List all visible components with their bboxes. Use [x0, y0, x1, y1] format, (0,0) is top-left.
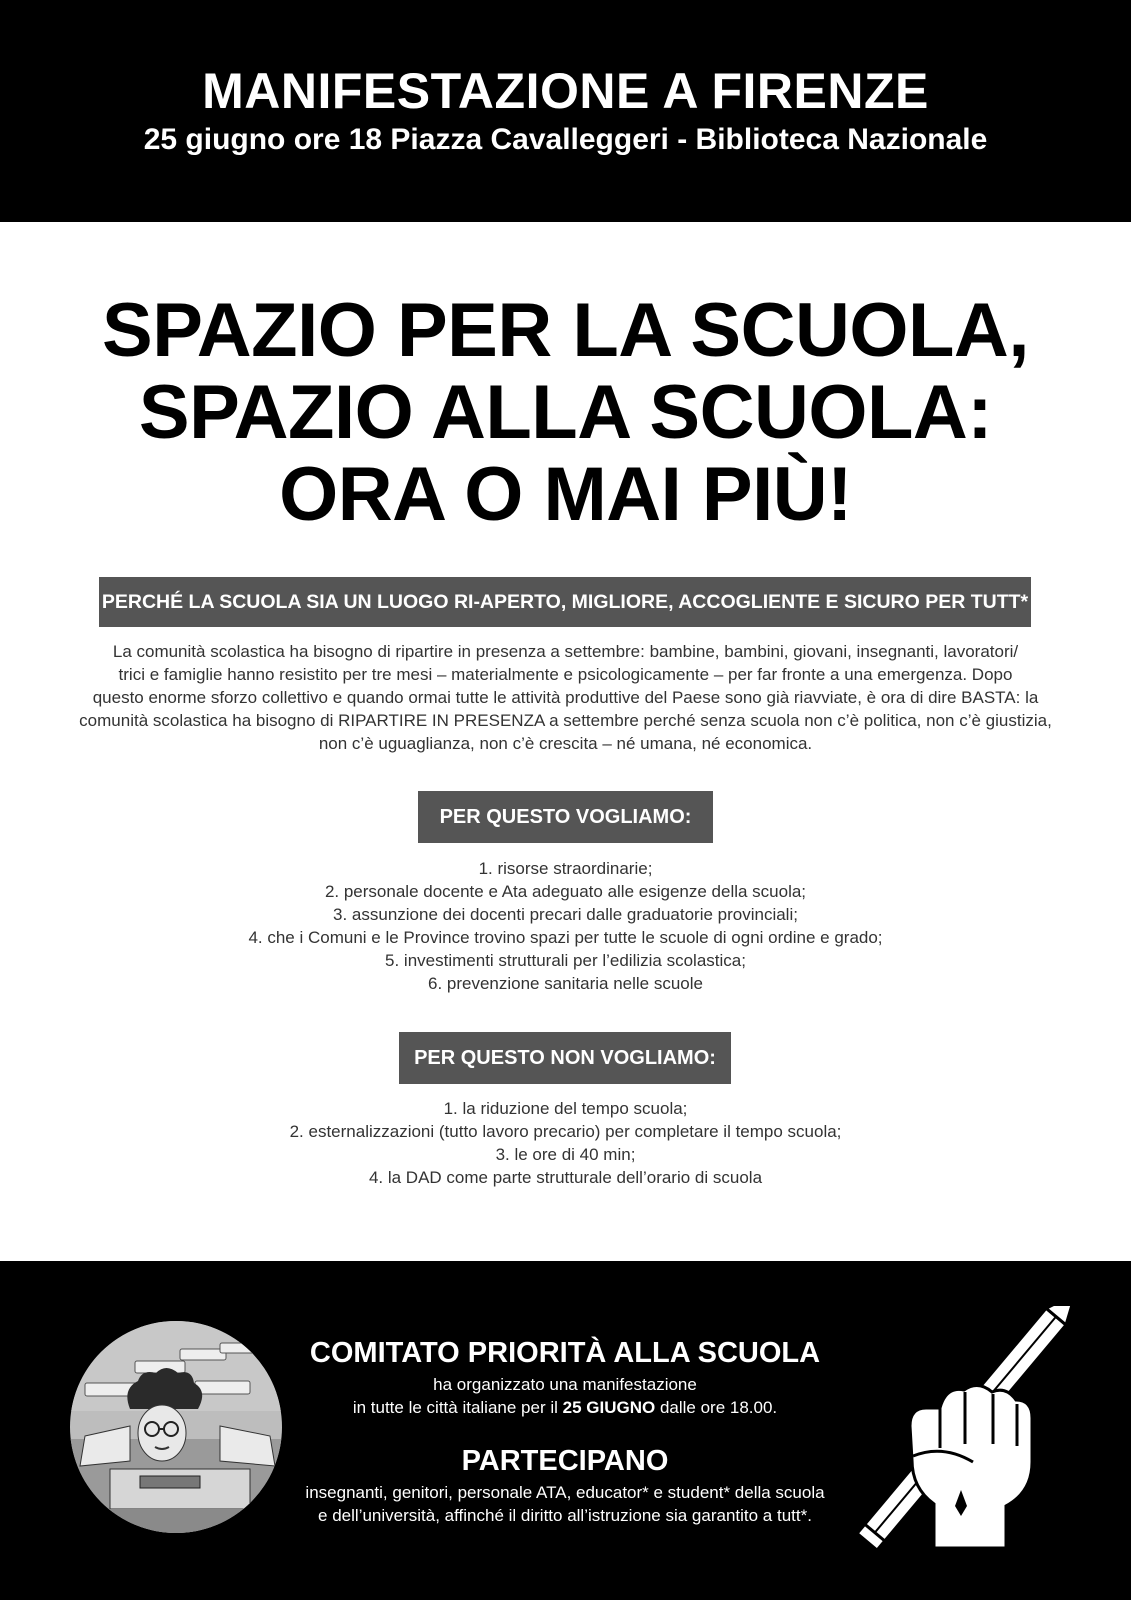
- list-item: 1. la riduzione del tempo scuola;: [443, 1099, 688, 1118]
- intro-line: questo enorme sforzo collettivo e quando ormai tutte le attività produttive del Paese sono già riavviate, è ora di dire BASTA: la: [92, 688, 1039, 707]
- bottom-banner: [0, 1261, 1131, 1600]
- intro-line: trici e famiglie hanno resistito per tre mesi – materialmente e psicologicamente – per far fronte a una emergenza. Dopo: [118, 665, 1013, 684]
- participants-line-1: insegnanti, genitori, personale ATA, educator* e student* della scuola: [305, 1483, 825, 1502]
- headline-line-3: ORA O MAI PIÙ!: [279, 452, 852, 537]
- event-details: 25 giugno ore 18 Piazza Cavalleggeri - Biblioteca Nazionale: [143, 123, 988, 156]
- want-heading: PER QUESTO VOGLIAMO:: [418, 791, 713, 843]
- list-item: 4. la DAD come parte strutturale dell’orario di scuola: [368, 1168, 763, 1187]
- participants-title: PARTECIPANO: [461, 1445, 669, 1477]
- list-item: 3. assunzione dei docenti precari dalle graduatorie provinciali;: [333, 905, 798, 924]
- want-list: [0, 857, 1131, 995]
- event-title: MANIFESTAZIONE A FIRENZE: [202, 63, 929, 119]
- participants-line-2: e dell’università, affinché il diritto all’istruzione sia garantito a tutt*.: [318, 1506, 812, 1525]
- footer-line-2-post: dalle ore 18.00.: [659, 1398, 778, 1417]
- list-item: 6. prevenzione sanitaria nelle scuole: [427, 974, 703, 993]
- headline-line-2: SPAZIO ALLA SCUOLA:: [138, 370, 993, 455]
- intro-banner: PERCHÉ LA SCUOLA SIA UN LUOGO RI-APERTO, MIGLIORE, ACCOGLIENTE E SICURO PER TUTT*: [99, 577, 1031, 627]
- footer-line-2: [270, 1396, 860, 1419]
- footer-line-2-pre: in tutte le città italiane per il: [352, 1398, 558, 1417]
- list-item: 5. investimenti strutturali per l’edilizia scolastica;: [385, 951, 746, 970]
- committee-title: COMITATO PRIORITÀ ALLA SCUOLA: [309, 1337, 821, 1369]
- intro-paragraph: [60, 640, 1071, 755]
- list-item: 2. personale docente e Ata adeguato alle esigenze della scuola;: [324, 882, 807, 901]
- intro-line: non c’è uguaglianza, non c’è crescita – né umana, né economica.: [318, 734, 813, 753]
- fist-pencil-icon: [835, 1306, 1095, 1566]
- dont-want-heading: PER QUESTO NON VOGLIAMO:: [399, 1032, 731, 1084]
- intro-line: comunità scolastica ha bisogno di RIPARTIRE IN PRESENZA a settembre perché senza scuola non c’è politica, non c’è giustizia,: [79, 711, 1052, 730]
- top-banner: [0, 0, 1131, 222]
- main-headline: [0, 290, 1131, 536]
- classroom-illustration: [70, 1321, 282, 1533]
- list-item: 2. esternalizzazioni (tutto lavoro precario) per completare il tempo scuola;: [289, 1122, 842, 1141]
- list-item: 1. risorse straordinarie;: [478, 859, 653, 878]
- headline-line-1: SPAZIO PER LA SCUOLA,: [102, 288, 1029, 373]
- list-item: 3. le ore di 40 min;: [495, 1145, 636, 1164]
- intro-line: La comunità scolastica ha bisogno di ripartire in presenza a settembre: bambine, bambini, giovani, insegnanti, lavoratori/: [112, 642, 1019, 661]
- list-item: 4. che i Comuni e le Province trovino spazi per tutte le scuole di ogni ordine e grado;: [248, 928, 883, 947]
- footer-line-1: ha organizzato una manifestazione: [433, 1375, 697, 1394]
- dont-want-list: [0, 1097, 1131, 1189]
- footer-date: 25 GIUGNO: [562, 1398, 656, 1417]
